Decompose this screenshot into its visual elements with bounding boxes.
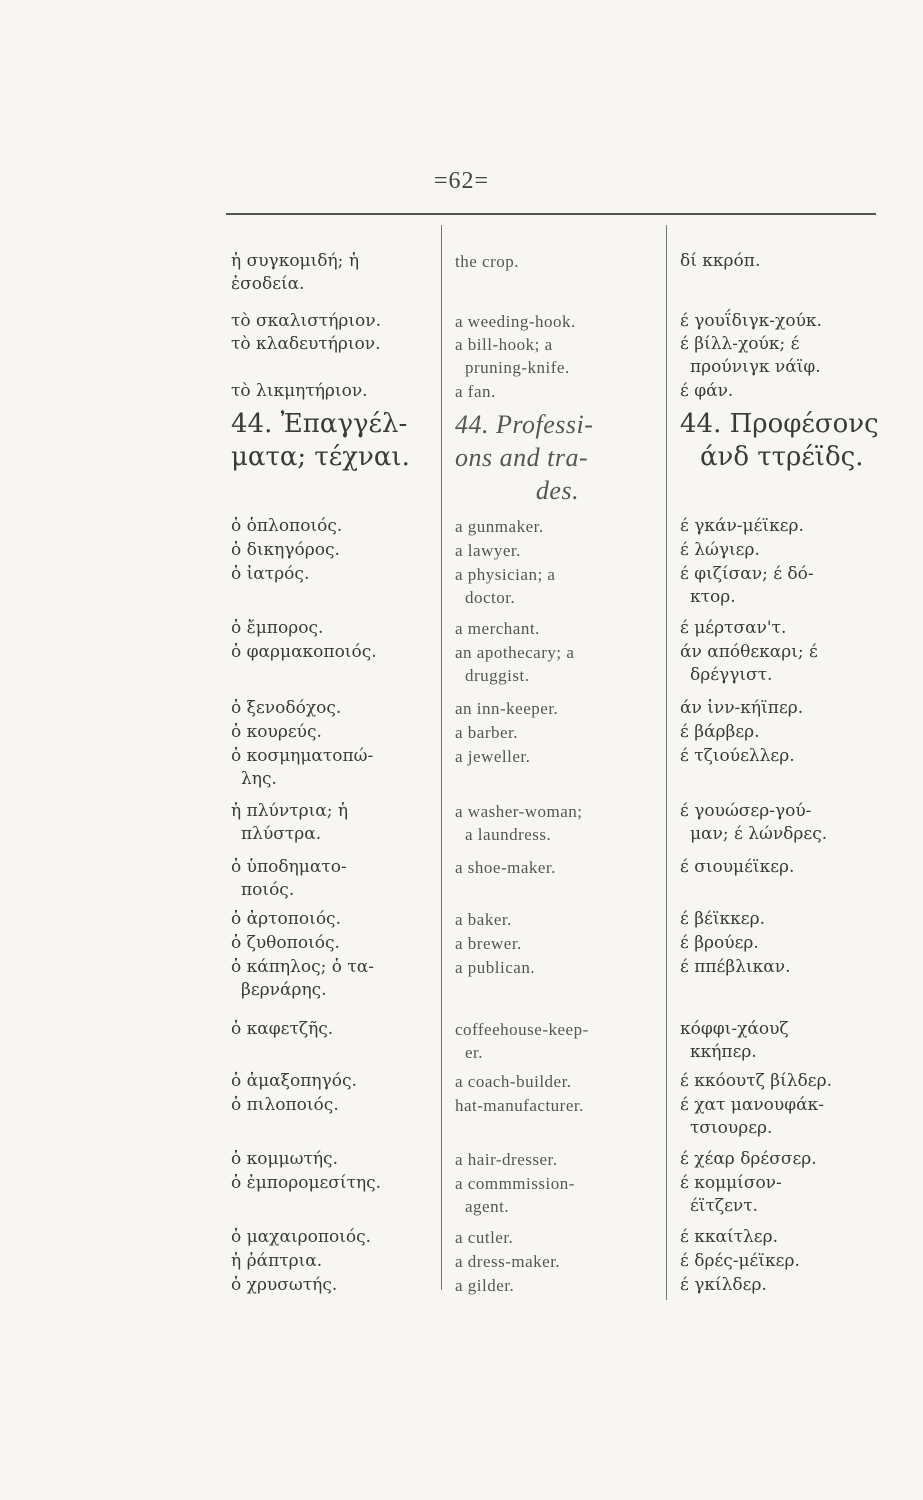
- english-term-line: a barber.: [455, 723, 519, 742]
- english-term-entry: [455, 408, 660, 507]
- english-term-entry: [455, 515, 660, 538]
- greek-term-entry: [231, 856, 436, 902]
- pronunciation-line: έ γκάν-μέϊκερ.: [680, 516, 804, 536]
- pronunciation-entry: [680, 617, 890, 640]
- greek-term-entry: [231, 333, 436, 356]
- column-divider-left: [441, 225, 442, 1290]
- english-term-line: a weeding-hook.: [455, 312, 576, 331]
- greek-term-line: ὁ ἰατρός.: [231, 564, 310, 584]
- pronunciation-entry: [680, 563, 890, 609]
- english-term-line: ons and tra-: [455, 443, 589, 472]
- greek-term-entry: [231, 745, 436, 791]
- greek-term-line: ἡ πλύντρια; ἡ: [231, 801, 349, 821]
- english-term-line: a hair-dresser.: [455, 1150, 558, 1169]
- pronunciation-line: έ βίλλ-χούκ; έ: [680, 334, 800, 354]
- pronunciation-entry: [680, 1070, 890, 1093]
- english-term-line: the crop.: [455, 252, 519, 271]
- english-term-line: a merchant.: [455, 619, 540, 638]
- pronunciation-line: έ μέρτσαν'τ.: [680, 618, 787, 638]
- english-term-line: a cutler.: [455, 1228, 514, 1247]
- greek-term-entry: [231, 721, 436, 744]
- english-term-entry: [455, 1018, 660, 1064]
- english-term-line: a fan.: [455, 382, 496, 401]
- pronunciation-entry: [680, 800, 890, 846]
- column-divider-right: [666, 225, 667, 1300]
- pronunciation-entry: [680, 932, 890, 955]
- greek-term-line: ἡ ῥάπτρια.: [231, 1251, 323, 1271]
- english-term-line: a laundress.: [465, 825, 552, 844]
- english-term-line: a dress-maker.: [455, 1252, 561, 1271]
- english-term-entry: [455, 800, 660, 846]
- pronunciation-entry: [680, 380, 890, 403]
- pronunciation-line: δρέγγιστ.: [690, 665, 773, 685]
- greek-term-line: λης.: [241, 769, 277, 789]
- pronunciation-line: έ κκόουτζ βίλδερ.: [680, 1071, 832, 1091]
- greek-term-entry: [231, 539, 436, 562]
- pronunciation-line: άν ἰνν-κήϊπερ.: [680, 698, 804, 718]
- english-term-entry: [455, 908, 660, 931]
- greek-term-entry: [231, 1274, 436, 1297]
- greek-term-entry: [231, 1148, 436, 1171]
- greek-term-entry: [231, 1226, 436, 1249]
- english-term-line: er.: [465, 1043, 484, 1062]
- pronunciation-line: άνδ ττρέϊδς.: [700, 442, 864, 472]
- greek-term-entry: [231, 956, 436, 1002]
- english-term-line: druggist.: [465, 666, 530, 685]
- english-term-entry: [455, 539, 660, 562]
- greek-term-entry: [231, 1250, 436, 1273]
- greek-term-entry: [231, 932, 436, 955]
- english-term-entry: [455, 1172, 660, 1218]
- header-rule: [226, 213, 876, 215]
- pronunciation-line: έ βέϊκκερ.: [680, 909, 765, 929]
- english-term-line: a gilder.: [455, 1276, 515, 1295]
- english-term-entry: [455, 1070, 660, 1093]
- greek-term-line: βερνάρης.: [241, 980, 327, 1000]
- pronunciation-line: έ χέαρ δρέσσερ.: [680, 1149, 817, 1169]
- english-term-entry: [455, 1094, 660, 1117]
- greek-term-line: ὁ ὁπλοποιός.: [231, 516, 343, 536]
- english-term-entry: [455, 1250, 660, 1273]
- english-term-entry: [455, 641, 660, 687]
- greek-term-line: ὁ κομμωτής.: [231, 1149, 338, 1169]
- greek-term-line: τὸ λικμητήριον.: [231, 381, 368, 401]
- pronunciation-entry: [680, 856, 890, 879]
- greek-term-entry: [231, 1070, 436, 1093]
- greek-term-entry: [231, 408, 436, 474]
- pronunciation-line: έ βρούερ.: [680, 933, 759, 953]
- pronunciation-entry: [680, 1250, 890, 1273]
- greek-term-entry: [231, 250, 436, 296]
- greek-term-line: ματα; τέχναι.: [231, 442, 410, 472]
- english-term-entry: [455, 310, 660, 333]
- pronunciation-entry: [680, 908, 890, 931]
- pronunciation-line: έ βάρβερ.: [680, 722, 760, 742]
- greek-term-line: 44. Ἐπαγγέλ-: [231, 409, 408, 439]
- pronunciation-entry: [680, 333, 890, 379]
- greek-term-line: ὁ φαρμακοποιός.: [231, 642, 377, 662]
- pronunciation-entry: [680, 1226, 890, 1249]
- greek-term-entry: [231, 697, 436, 720]
- greek-term-line: ὁ ἀρτοποιός.: [231, 909, 341, 929]
- english-term-entry: [455, 333, 660, 379]
- pronunciation-line: έϊτζεντ.: [690, 1196, 759, 1216]
- pronunciation-entry: [680, 515, 890, 538]
- english-term-line: a washer-woman;: [455, 802, 583, 821]
- english-term-entry: [455, 563, 660, 609]
- pronunciation-line: δί κκρόπ.: [680, 251, 761, 271]
- greek-term-line: ὁ ζυθοποιός.: [231, 933, 340, 953]
- pronunciation-line: έ φιζίσαν; έ δό-: [680, 564, 814, 584]
- greek-term-line: ὁ χρυσωτής.: [231, 1275, 338, 1295]
- greek-term-entry: [231, 908, 436, 931]
- pronunciation-entry: [680, 721, 890, 744]
- greek-term-line: ὁ καφετζῆς.: [231, 1019, 334, 1039]
- page-number: =62=: [433, 168, 490, 194]
- pronunciation-entry: [680, 1094, 890, 1140]
- english-term-line: a coach-builder.: [455, 1072, 572, 1091]
- greek-term-line: ἐσοδεία.: [231, 274, 305, 294]
- greek-term-entry: [231, 515, 436, 538]
- english-term-line: a jeweller.: [455, 747, 531, 766]
- greek-term-line: ὁ ἁμαξοπηγός.: [231, 1071, 357, 1091]
- pronunciation-line: έ τζιούελλερ.: [680, 746, 795, 766]
- english-term-line: an inn-keeper.: [455, 699, 559, 718]
- pronunciation-entry: [680, 1018, 890, 1064]
- english-term-line: a lawyer.: [455, 541, 521, 560]
- greek-term-line: ποιός.: [241, 880, 295, 900]
- pronunciation-line: έ δρές-μέϊκερ.: [680, 1251, 800, 1271]
- english-term-line: a baker.: [455, 910, 512, 929]
- english-term-entry: [455, 1226, 660, 1249]
- english-term-line: des.: [535, 476, 580, 505]
- pronunciation-entry: [680, 408, 890, 474]
- english-term-line: pruning-knife.: [465, 358, 570, 377]
- english-term-line: doctor.: [465, 588, 516, 607]
- pronunciation-entry: [680, 1274, 890, 1297]
- pronunciation-line: κκήπερ.: [690, 1042, 757, 1062]
- english-term-line: a brewer.: [455, 934, 522, 953]
- greek-term-entry: [231, 641, 436, 664]
- pronunciation-entry: [680, 1172, 890, 1218]
- pronunciation-entry: [680, 745, 890, 768]
- pronunciation-entry: [680, 1148, 890, 1171]
- greek-term-entry: [231, 1094, 436, 1117]
- pronunciation-line: κτορ.: [690, 587, 736, 607]
- pronunciation-entry: [680, 250, 890, 273]
- english-term-line: a gunmaker.: [455, 517, 544, 536]
- greek-term-line: τὸ κλαδευτήριον.: [231, 334, 381, 354]
- english-term-entry: [455, 1148, 660, 1171]
- english-term-entry: [455, 1274, 660, 1297]
- english-term-line: a physician; a: [455, 565, 556, 584]
- english-term-entry: [455, 697, 660, 720]
- greek-term-line: ὁ κοσμηματοπώ-: [231, 746, 374, 766]
- pronunciation-line: προύνιγκ νάϊφ.: [690, 357, 821, 377]
- pronunciation-entry: [680, 310, 890, 333]
- english-term-entry: [455, 932, 660, 955]
- greek-term-line: ὁ ἔμπορος.: [231, 618, 324, 638]
- pronunciation-line: έ χατ μανουφάκ-: [680, 1095, 824, 1115]
- pronunciation-entry: [680, 697, 890, 720]
- english-term-line: a commmission-: [455, 1174, 575, 1193]
- greek-term-entry: [231, 617, 436, 640]
- pronunciation-line: έ γουώσερ-γού-: [680, 801, 812, 821]
- pronunciation-line: έ γουΐδιγκ-χούκ.: [680, 311, 822, 331]
- pronunciation-line: έ γκίλδερ.: [680, 1275, 767, 1295]
- english-term-entry: [455, 617, 660, 640]
- english-term-line: 44. Professi-: [455, 410, 594, 439]
- greek-term-line: ὁ ὑποδηματο-: [231, 857, 347, 877]
- greek-term-line: πλύστρα.: [241, 824, 322, 844]
- pronunciation-entry: [680, 539, 890, 562]
- pronunciation-entry: [680, 641, 890, 687]
- english-term-line: a bill-hook; a: [455, 335, 553, 354]
- greek-term-line: ἡ συγκομιδή; ἡ: [231, 251, 359, 271]
- greek-term-line: ὁ ξενοδόχος.: [231, 698, 342, 718]
- english-term-entry: [455, 250, 660, 273]
- pronunciation-line: έ λώγιερ.: [680, 540, 760, 560]
- english-term-entry: [455, 380, 660, 403]
- pronunciation-line: έ κομμίσον-: [680, 1173, 782, 1193]
- pronunciation-line: μαν; έ λώνδρες.: [690, 824, 828, 844]
- greek-term-line: ὁ κουρεύς.: [231, 722, 322, 742]
- pronunciation-line: έ κκαίτλερ.: [680, 1227, 778, 1247]
- pronunciation-line: έ φάν.: [680, 381, 734, 401]
- greek-term-line: ὁ κάπηλος; ὁ τα-: [231, 957, 375, 977]
- english-term-entry: [455, 856, 660, 879]
- greek-term-entry: [231, 563, 436, 586]
- greek-term-line: τὸ σκαλιστήριον.: [231, 311, 382, 331]
- english-term-line: a publican.: [455, 958, 536, 977]
- pronunciation-line: κόφφι-χάουζ: [680, 1019, 789, 1039]
- english-term-line: an apothecary; a: [455, 643, 575, 662]
- greek-term-entry: [231, 1172, 436, 1195]
- english-term-entry: [455, 745, 660, 768]
- pronunciation-line: έ σιουμέϊκερ.: [680, 857, 795, 877]
- greek-term-entry: [231, 310, 436, 333]
- english-term-entry: [455, 956, 660, 979]
- english-term-line: a shoe-maker.: [455, 858, 556, 877]
- english-term-entry: [455, 721, 660, 744]
- pronunciation-line: άν απόθεκαρι; έ: [680, 642, 818, 662]
- greek-term-entry: [231, 1018, 436, 1041]
- greek-term-entry: [231, 800, 436, 846]
- english-term-line: coffeehouse-keep-: [455, 1020, 589, 1039]
- greek-term-line: ὁ δικηγόρος.: [231, 540, 340, 560]
- pronunciation-line: έ ππέβλικαν.: [680, 957, 791, 977]
- greek-term-line: ὁ ἐμπορομεσίτης.: [231, 1173, 382, 1193]
- greek-term-line: ὁ πιλοποιός.: [231, 1095, 339, 1115]
- greek-term-entry: [231, 380, 436, 403]
- pronunciation-line: 44. Προφέσονς: [680, 409, 879, 439]
- pronunciation-line: τσιουρερ.: [690, 1118, 773, 1138]
- greek-term-line: ὁ μαχαιροποιός.: [231, 1227, 372, 1247]
- english-term-line: hat-manufacturer.: [455, 1096, 584, 1115]
- pronunciation-entry: [680, 956, 890, 979]
- english-term-line: agent.: [465, 1197, 510, 1216]
